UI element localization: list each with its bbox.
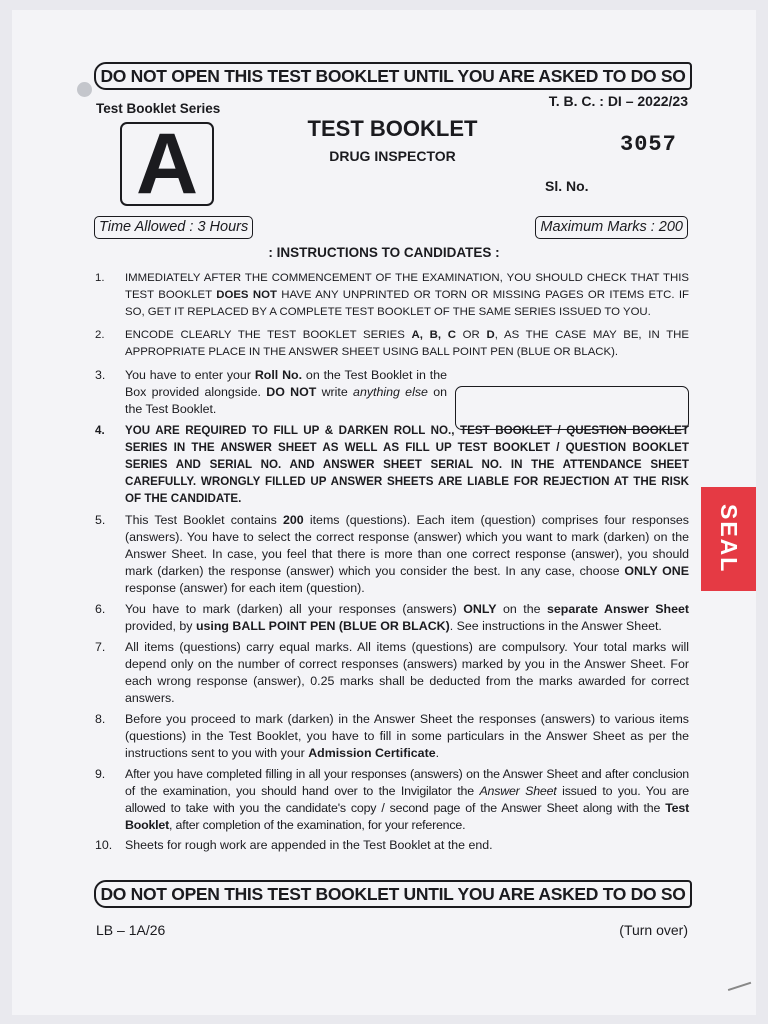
instruction-item-10: 10. Sheets for rough work are appended in the Test Booklet at the end.	[95, 838, 493, 852]
instruction-item-5: 5. This Test Booklet contains 200 items (questions). Each item (question) comprises four responses (answers). You have to select the correct response (answer) which you want to mark (darken) on the Answer Sheet. In case, you feel that there is more than one correct response (answer), you should mark (darken) the response (answer) which you consider the best. In any case, choose ONLY ONE response (answer) for each item (question).	[95, 513, 690, 595]
instruction-item-2: 2. ENCODE CLEARLY THE TEST BOOKLET SERIES A, B, C OR D, AS THE CASE MAY BE, IN THE APPROPRIATE PLACE IN THE ANSWER SHEET USING BALL POINT PEN (BLUE OR BLACK).	[95, 329, 689, 358]
tbc-code: T. B. C. : DI – 2022/23	[548, 93, 688, 109]
seal-tab: SEAL	[701, 487, 756, 591]
instructions-heading: : INSTRUCTIONS TO CANDIDATES :	[268, 245, 500, 260]
instruction-number: 6.	[95, 602, 106, 616]
time-allowed: Time Allowed : 3 Hours	[94, 216, 253, 239]
booklet-code: LB – 1A/26	[96, 922, 166, 938]
serial-number: 3057	[620, 132, 677, 157]
instruction-item-3: 3. You have to enter your Roll No. on the Test Booklet in the Box provided alongside. DO NOT write anything else on the Test Booklet.	[95, 368, 447, 416]
series-letter-box: A	[120, 122, 214, 206]
top-warning-banner: DO NOT OPEN THIS TEST BOOKLET UNTIL YOU ARE ASKED TO DO SO	[94, 62, 692, 90]
sl-no-label: Sl. No.	[545, 178, 589, 194]
bottom-warning-banner: DO NOT OPEN THIS TEST BOOKLET UNTIL YOU ARE ASKED TO DO SO	[94, 880, 692, 908]
instruction-number: 10.	[95, 838, 113, 852]
booklet-title: TEST BOOKLET	[307, 116, 478, 141]
instruction-number: 5.	[95, 513, 106, 527]
booklet-subtitle: DRUG INSPECTOR	[329, 148, 456, 164]
instruction-number: 7.	[95, 640, 106, 654]
instruction-item-9: 9. After you have completed filling in all your responses (answers) on the Answer Sheet and after conclusion of the examination, you should hand over to the Invigilator the Answer Sheet issued to you. You are allowed to take with you the candidate's copy / second page of the Answer Sheet along with the Test Booklet, after completion of the examination, for your reference.	[95, 767, 689, 832]
instruction-number: 2.	[95, 329, 105, 341]
instruction-number: 4.	[95, 424, 105, 437]
maximum-marks: Maximum Marks : 200	[535, 216, 688, 239]
turn-over-note: (Turn over)	[619, 922, 688, 938]
instruction-item-1: 1. IMMEDIATELY AFTER THE COMMENCEMENT OF THE EXAMINATION, YOU SHOULD CHECK THAT THIS TEST BOOKLET DOES NOT HAVE ANY UNPRINTED OR TORN OR MISSING PAGES OR ITEMS ETC. IF SO, GET IT REPLACED BY A COMPLETE TEST BOOKLET OF THE SAME SERIES ISSUED TO YOU.	[95, 272, 689, 318]
instruction-item-7: 7. All items (questions) carry equal marks. All items (questions) are compulsory. Your total marks will depend only on the number of correct responses (answers) marked by you in the Answer Sheet. For each wrong response (answer), 0.25 marks shall be deducted from the marks awarded for correct answers.	[95, 640, 689, 705]
instruction-number: 3.	[95, 368, 106, 382]
instruction-item-8: 8. Before you proceed to mark (darken) in the Answer Sheet the responses (answers) to various items (questions) in the Test Booklet, you have to fill in some particulars in the Answer Sheet as per the instructions sent to you with your Admission Certificate.	[95, 712, 689, 760]
instruction-item-6: 6. You have to mark (darken) all your responses (answers) ONLY on the separate Answer Sheet provided, by using BALL POINT PEN (BLUE OR BLACK). See instructions in the Answer Sheet.	[95, 602, 690, 633]
series-label: Test Booklet Series	[96, 101, 221, 116]
instruction-number: 1.	[95, 272, 105, 284]
instruction-item-4: 4. YOU ARE REQUIRED TO FILL UP & DARKEN ROLL NO., TEST BOOKLET / QUESTION BOOKLET SERIES IN THE ANSWER SHEET AS WELL AS FILL UP TEST BOOKLET / QUESTION BOOKLET SERIES AND SERIAL NO. AND ANSWER SHEET SERIAL NO. IN THE ATTENDANCE SHEET CAREFULLY. WRONGLY FILLED UP ANSWER SHEETS ARE LIABLE FOR REJECTION AT THE RISK OF THE CANDIDATE.	[95, 424, 689, 505]
instructions-list	[95, 270, 689, 854]
instruction-number: 8.	[95, 712, 106, 726]
punch-hole	[77, 82, 92, 97]
instruction-number: 9.	[95, 767, 105, 781]
